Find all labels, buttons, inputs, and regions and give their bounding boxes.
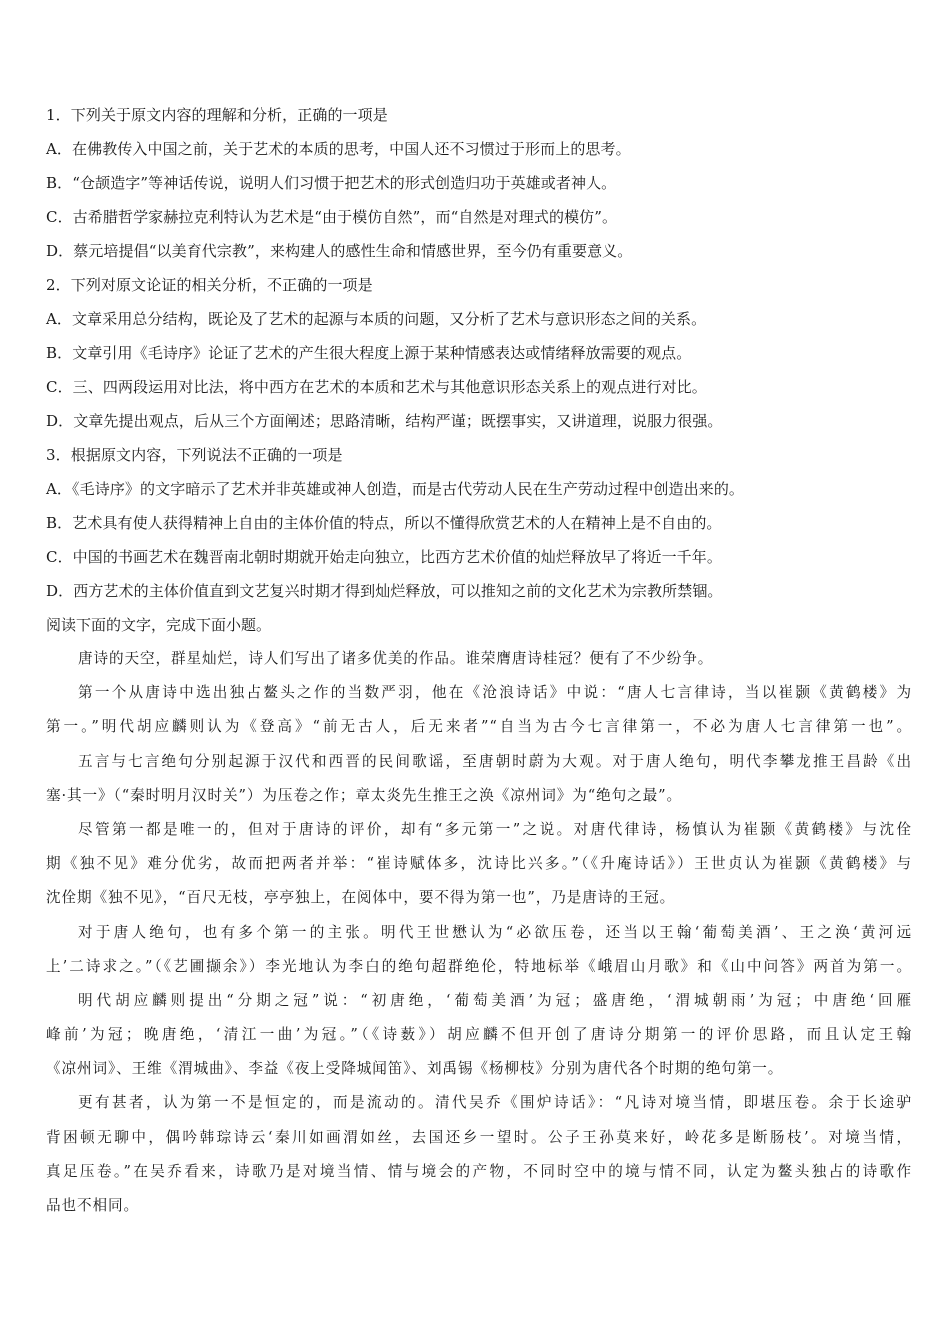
passage-line: 真足压卷。”在吴乔看来，诗歌乃是对境当情、情与境会的产物，不同时空中的境与情不同，认定为鳌头独占的诗歌作 xyxy=(46,1162,912,1180)
option-d: D．蔡元培提倡“以美育代宗教”，来构建人的感性生命和情感世界，至今仍有重要意义。 xyxy=(46,242,633,260)
option-b: B．艺术具有使人获得精神上自由的主体价值的特点，所以不懂得欣赏艺术的人在精神上是不自由的。 xyxy=(46,514,722,532)
option-b: B．“仓颉造字”等神话传说，说明人们习惯于把艺术的形式创造归功于英雄或者神人。 xyxy=(46,174,617,192)
question-3 xyxy=(46,438,912,608)
passage-line: 明代胡应麟则提出“分期之冠”说：“初唐绝，‘葡萄美酒’为冠；盛唐绝，‘渭城朝雨’为冠；中唐绝‘回雁 xyxy=(78,991,912,1009)
option-a: A．《毛诗序》的文字暗示了艺术并非英雄或神人创造，而是古代劳动人民在生产劳动过程中创造出来的。 xyxy=(46,480,745,498)
passage-line: 更有甚者，认为第一不是恒定的，而是流动的。清代吴乔《围炉诗话》：“凡诗对境当情，即堪压卷。余于长途驴 xyxy=(78,1094,912,1112)
option-c: C．三、四两段运用对比法，将中西方在艺术的本质和艺术与其他意识形态关系上的观点进行对比。 xyxy=(46,378,707,396)
question-2 xyxy=(46,268,912,438)
passage-line: 背困顿无聊中，偶吟韩琮诗云‘秦川如画渭如丝，去国还乡一望时。公子王孙莫来好，岭花多是断肠枝’。对境当情， xyxy=(46,1128,912,1146)
passage-line: 《凉州词》、王维《渭城曲》、李益《夜上受降城闻笛》、刘禹锡《杨柳枝》分别为唐代各个时期的绝句第一。 xyxy=(46,1060,784,1078)
passage-line: 峰前’为冠；晚唐绝，‘清江一曲’为冠。”（《诗薮》）胡应麟不但开创了唐诗分期第一的评价思路，而且认定王翰 xyxy=(46,1026,912,1044)
option-d: D．文章先提出观点，后从三个方面阐述；思路清晰，结构严谨；既摆事实，又讲道理，说服力很强。 xyxy=(46,412,723,430)
reading-passage xyxy=(46,642,912,1223)
passage-line: 对于唐人绝句，也有多个第一的主张。明代王世懋认为“必欲压卷，还当以王翰‘葡萄美酒’、王之涣‘黄河远 xyxy=(78,923,912,941)
passage-line: 塞·其一》（“秦时明月汉时关”）为压卷之作；章太炎先生推王之涣《凉州词》为“绝句之最”。 xyxy=(46,786,682,804)
passage-line: 唐诗的天空，群星灿烂，诗人们写出了诸多优美的作品。谁荣膺唐诗桂冠？便有了不少纷争。 xyxy=(78,650,714,667)
passage-line: 尽管第一都是唯一的，但对于唐诗的评价，却有“多元第一”之说。对唐代律诗，杨慎认为崔颢《黄鹤楼》与沈佺 xyxy=(78,820,912,838)
passage-line: 沈佺期《独不见》，“百尺无枝，亭亭独上，在阅体中，要不得为第一也”，乃是唐诗的王冠。 xyxy=(46,889,676,907)
passage-line: 第一个从唐诗中选出独占鳌头之作的当数严羽，他在《沧浪诗话》中说：“唐人七言律诗，当以崔颢《黄鹤楼》为 xyxy=(78,684,912,702)
option-c: C．中国的书画艺术在魏晋南北朝时期就开始走向独立，比西方艺术价值的灿烂释放早了将近一千年。 xyxy=(46,548,722,566)
passage-line: 期《独不见》难分优劣，故而把两者并举：“崔诗赋体多，沈诗比兴多。”（《升庵诗话》）王世贞认为崔颢《黄鹤楼》与 xyxy=(46,855,912,873)
passage-line: 品也不相同。 xyxy=(46,1197,139,1214)
option-b: B．文章引用《毛诗序》论证了艺术的产生很大程度上源于某种情感表达或情绪释放需要的观点。 xyxy=(46,344,692,362)
option-a: A．文章采用总分结构，既论及了艺术的起源与本质的问题，又分析了艺术与意识形态之间的关系。 xyxy=(46,310,707,328)
reading-instruction: 阅读下面的文字，完成下面小题。 xyxy=(46,616,272,634)
option-a: A．在佛教传入中国之前，关于艺术的本质的思考，中国人还不习惯过于形而上的思考。 xyxy=(46,140,631,158)
question-stem: 3．根据原文内容，下列说法不正确的一项是 xyxy=(46,446,343,464)
document-page xyxy=(46,98,912,1223)
question-1 xyxy=(46,98,912,268)
passage-line: 上’二诗求之。”（《艺圃撷余》）李光地认为李白的绝句超群绝伦，特地标举《峨眉山月歌》和《山中问答》两首为第一。 xyxy=(46,957,912,975)
question-stem: 2．下列对原文论证的相关分析，不正确的一项是 xyxy=(46,276,373,294)
passage-line: 五言与七言绝句分别起源于汉代和西晋的民间歌谣，至唐朝时蔚为大观。对于唐人绝句，明代李攀龙推王昌龄《出 xyxy=(78,752,912,770)
option-d: D．西方艺术的主体价值直到文艺复兴时期才得到灿烂释放，可以推知之前的文化艺术为宗教所禁锢。 xyxy=(46,582,723,600)
option-c: C．古希腊哲学家赫拉克利特认为艺术是“由于模仿自然”，而“自然是对理式的模仿”。 xyxy=(46,208,618,226)
passage-line: 第一。”明代胡应麟则认为《登高》“前无古人，后无来者”“自当为古今七言律第一，不必为唐人七言律第一也”。 xyxy=(46,718,912,736)
question-stem: 1．下列关于原文内容的理解和分析，正确的一项是 xyxy=(46,106,388,124)
